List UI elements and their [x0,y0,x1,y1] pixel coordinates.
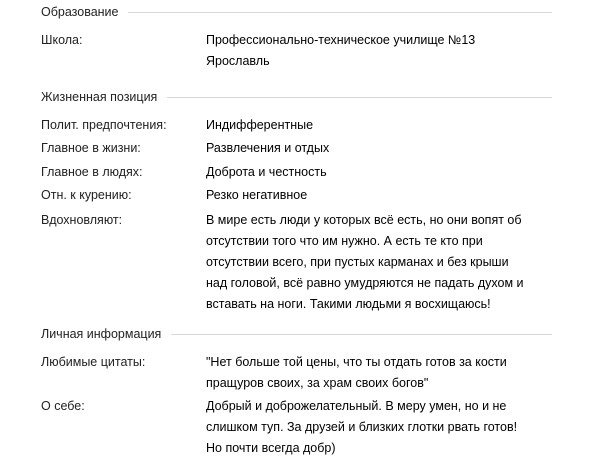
row-value[interactable]: Доброта и честность [206,165,327,179]
value-line: над головой, всё равно умудряются не падать духом и [206,276,524,290]
personal-info-header [0,324,591,344]
row-value [206,30,556,72]
education-section [0,2,591,22]
value-line: пращуров своих, за храм своих богов" [206,376,429,390]
row-label: Любимые цитаты: [41,355,146,369]
row-value [206,352,556,394]
row-label: Полит. предпочтения: [41,118,167,132]
life-position-section [0,87,591,107]
value-line: "Нет больше той цены, что ты отдать готов за кости [206,355,507,369]
row-value [206,396,556,459]
education-header [0,2,591,22]
row-label: Главное в жизни: [41,141,141,155]
value-line: слишком туп. За друзей и близких глотки рвать готов! [206,420,518,434]
row-label: Главное в людях: [41,165,143,179]
value-line[interactable]: Ярославль [206,54,270,68]
value-line: Добрый и доброжелательный. В меру умен, но и не [206,399,507,413]
value-line: отсутствии того что им нужно. А есть те кто при [206,234,483,248]
row-label: Отн. к курению: [41,188,132,202]
row-value[interactable]: Резко негативное [206,188,308,202]
section-title: Личная информация [41,324,171,344]
row-label: Вдохновляют: [41,213,123,227]
value-line[interactable]: Профессионально-техническое училище №13 [206,33,476,47]
value-line: отсутствии всего, при пустых карманах и без крыши [206,255,509,269]
life-position-header [0,87,591,107]
personal-info-section [0,324,591,344]
value-line: Но почти всегда добр) [206,441,336,455]
row-label: О себе: [41,399,85,413]
row-value[interactable]: Развлечения и отдых [206,141,330,155]
section-title: Жизненная позиция [41,87,167,107]
row-label: Школа: [41,33,83,47]
section-title: Образование [41,2,128,22]
value-line: вставать на ноги. Такими людьми я восхищаюсь! [206,297,491,311]
row-value[interactable]: Индифферентные [206,118,314,132]
row-value [206,210,556,315]
value-line: В мире есть люди у которых всё есть, но они вопят об [206,213,522,227]
